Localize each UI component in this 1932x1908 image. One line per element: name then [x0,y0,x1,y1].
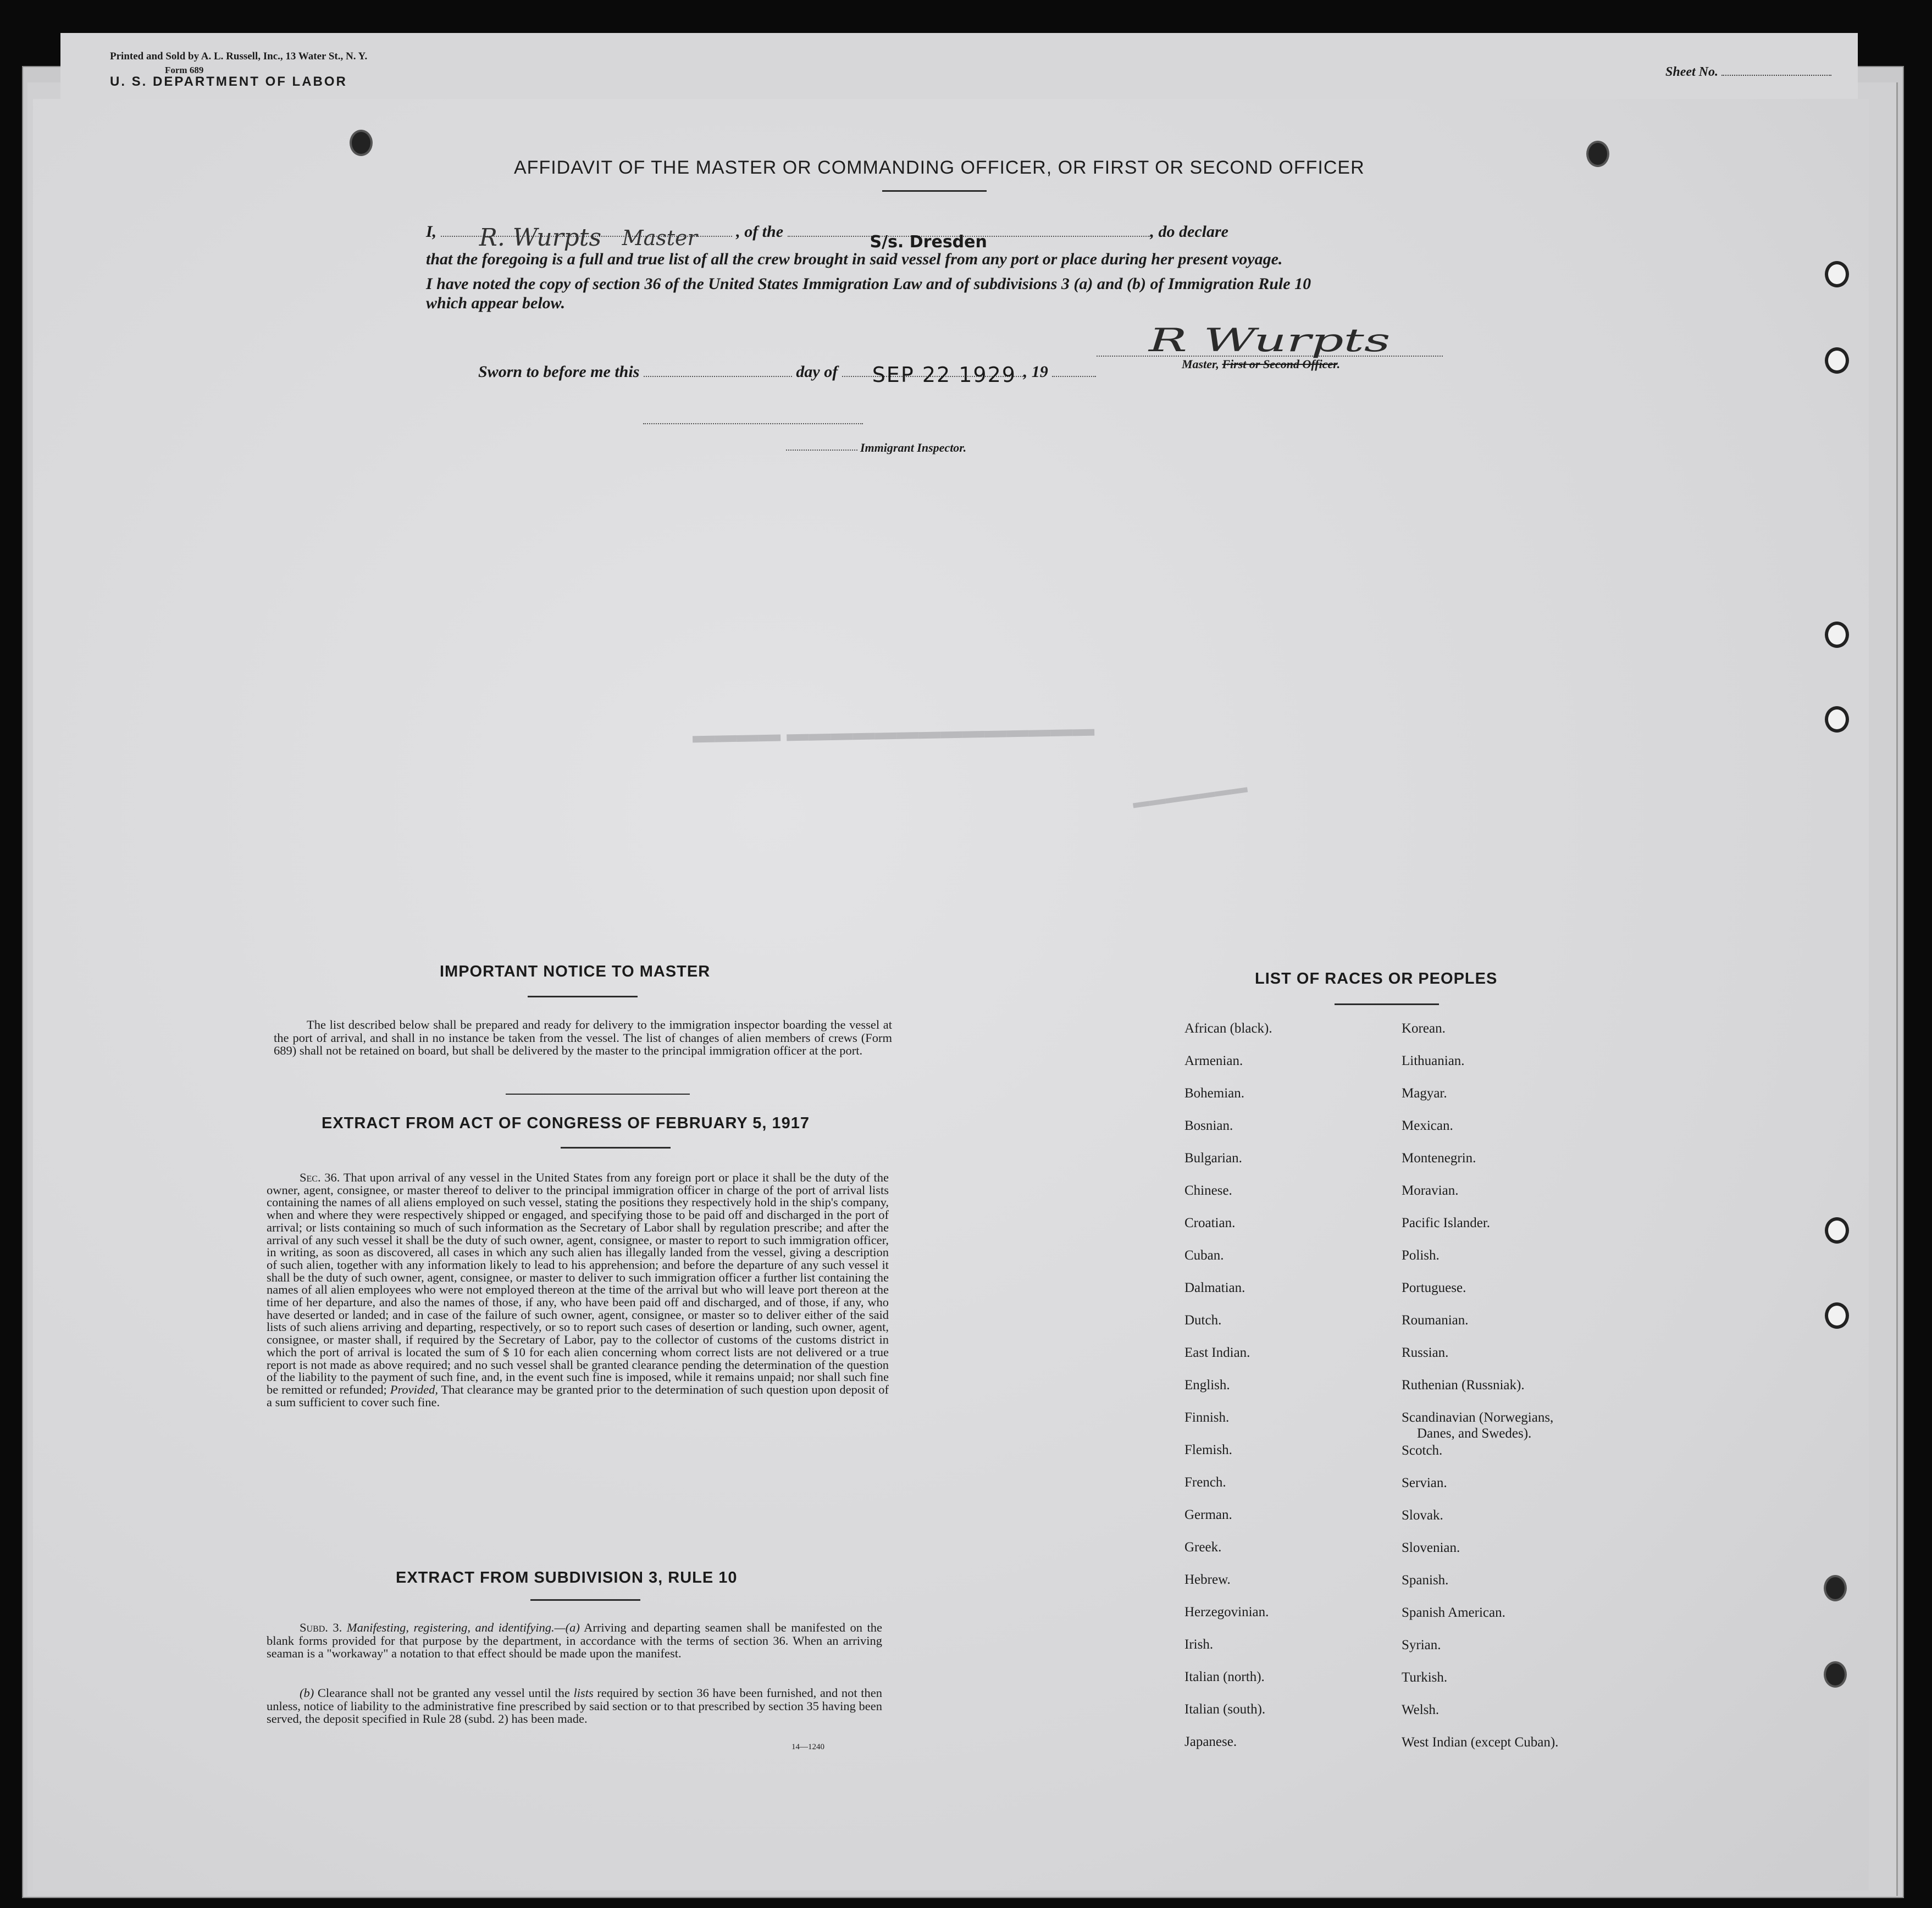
form-code: 14—1240 [791,1743,824,1751]
title-rule [882,190,987,192]
rule-text-a [267,1621,882,1660]
race-item: Roumanian. [1402,1313,1469,1328]
of-the-text: , of the [736,223,784,241]
punch-hole-right-lower-1 [1824,1575,1847,1601]
race-item: East Indian. [1184,1345,1250,1360]
race-item: Bohemian. [1184,1086,1245,1101]
binder-ring-5 [1825,1217,1849,1244]
date-stamp: SEP 22 1929 [872,363,1016,387]
punch-hole-left [350,130,373,156]
declaration-line-1 [426,223,1448,252]
bleed-through-stamp: ▬▬▬▬▬▬▬ [1131,778,1249,812]
race-item: Italian (north). [1184,1670,1265,1684]
master-title: Master [622,226,697,250]
race-item: Slovak. [1402,1508,1443,1523]
notice-divider [506,1094,690,1095]
race-item: Chinese. [1184,1183,1232,1198]
race-item: Bosnian. [1184,1118,1233,1133]
race-item: Cuban. [1184,1248,1224,1263]
race-item: Irish. [1184,1637,1214,1652]
year-prefix: , 19 [1023,363,1048,381]
race-item: Scandinavian (Norwegians, [1402,1410,1554,1425]
sworn-date-field [842,363,1023,387]
race-item: Turkish. [1402,1670,1448,1685]
race-item: Welsh. [1402,1702,1440,1717]
notice-heading: IMPORTANT NOTICE TO MASTER [440,963,711,980]
race-item: Italian (south). [1184,1702,1266,1717]
race-item: Finnish. [1184,1410,1230,1425]
day-of-text: day of [796,363,838,381]
act-provided-label: Provided, [390,1382,438,1396]
subd-title: Manifesting, registering, and identifying.—(a) [346,1621,580,1634]
subd-label: Subd. 3. [300,1621,342,1634]
races-column-2 [1402,1021,1558,1767]
race-item: Hebrew. [1184,1572,1231,1587]
race-item: Slovenian. [1402,1540,1460,1555]
subd-text-b1: Clearance shall not be granted any vessel until the [317,1686,570,1700]
race-item: German. [1184,1507,1232,1522]
race-item: Armenian. [1184,1053,1243,1068]
race-item: Mexican. [1402,1118,1453,1133]
race-item: Japanese. [1184,1734,1237,1749]
race-item: Pacific Islander. [1402,1216,1491,1230]
do-declare-text: , do declare [1150,223,1228,241]
notice-text: The list described below shall be prepared and ready for delivery to the immigration inspector boarding the vessel at the port of arrival, and shall in no instance be taken from the vessel. The list of changes of alien members of crews (Form 689) shall not be retained on board, but shall be delivered by the master to the principal immigration officer at the port. [274,1018,892,1057]
act-section-label: Sec. 36. [300,1171,340,1184]
races-heading: LIST OF RACES OR PEOPLES [1255,970,1498,988]
vessel-field [788,232,1150,252]
sheet-number-blank [1721,75,1831,76]
races-rule [1335,1003,1439,1005]
races-column-1 [1184,1021,1272,1767]
race-item: West Indian (except Cuban). [1402,1735,1559,1750]
race-item: Ruthenian (Russniak). [1402,1378,1525,1393]
race-item: Greek. [1184,1540,1222,1555]
race-item: Croatian. [1184,1216,1236,1230]
act-body: That upon arrival of any vessel in the United States from any foreign port or place it shall be the duty of the owner, agent, consignee, or master thereof to deliver to the principal immigration officer in charge of the port of arrival lists containing the names of all aliens employed on such vessel, stating the positions they respectively hold in the ship's company, when and where they were respectively shipped or engaged, and specifying those to be paid off and discharged in the port of arrival; or lists containing so much of such information as the Secretary of Labor shall by regulation prescribe; and after the arrival of any such vessel it shall be the duty of such owner, agent, consignee, or master to report to such immigration officer, in writing, as soon as discovered, all cases in which any such alien has illegally landed from the vessel, giving a description of such alien, together with any information likely to lead to his apprehension; and before the departure of any such vessel it shall be the duty of such owner, agent, consignee, or master to deliver to such immigration officer a further list containing the names of all alien employees who were not employed thereon at the time of the arrival but who will leave port thereon at the time of her departure, and also the names of those, if any, who have been paid off and discharged, and of those, if any, who have deserted or landed; and in case of the failure of such owner, agent, consignee, or master so to deliver either of the said lists of such aliens arriving and departing, respectively, or so to report such cases of desertion or landing, such owner, agent, consignee, or master shall, if required by the Secretary of Labor, pay to the collector of customs of the customs district in which the port of arrival is located the sum of $ 10 for each alien concerning whom correct lists are not delivered or a true report is not made as above required; and no such vessel shall be granted clearance pending the determination of the question of the liability to the payment of such fine, and, in the event such fine is imposed, while it remains unpaid; nor shall such fine be remitted or refunded; [267,1171,889,1396]
subd-text-b2: required by section 36 have been furnished, and not then unless, notice of liability to the administrative fine prescribed by said section or to that prescribed by section 35 having been served, the deposit specified in Rule 28 (subd. 2) has been made. [267,1686,883,1726]
sworn-day-blank [644,376,792,377]
declaration-line-3: I have noted the copy of section 36 of the United States Immigration Law and of subdivisions 3 (a) and (b) of Immigration Rule 10 [426,275,1311,293]
master-name: R. Wurpts [479,224,602,252]
race-item: Montenegrin. [1402,1151,1476,1166]
declaration-line-2: that the foregoing is a full and true list of all the crew brought in said vessel from any port or place during her present voyage. [426,250,1283,268]
race-item: Spanish. [1402,1573,1449,1588]
subd-b-label: (b) [300,1686,314,1700]
subd-text-a: Arriving and departing seamen shall be manifested on the blank forms provided for that purpose by the department, in accordance with the terms of section 36. When an arriving seaman is a "workaway" a notation to that effect should be made upon the manifest. [267,1621,883,1660]
sheet-number-label: Sheet No. [1665,65,1718,79]
race-item: Spanish American. [1402,1605,1505,1620]
act-rule [561,1147,671,1149]
binder-ring-6 [1825,1302,1849,1329]
race-item: Polish. [1402,1248,1440,1263]
declaration-line-4: which appear below. [426,294,566,312]
race-item: Russian. [1402,1345,1449,1360]
race-item: Bulgarian. [1184,1151,1242,1166]
vessel-name: S/s. Dresden [870,232,987,252]
act-heading: EXTRACT FROM ACT OF CONGRESS OF FEBRUARY 5, 1917 [322,1114,810,1132]
rule-text-b [267,1687,882,1726]
race-item: Danes, and Swedes). [1417,1426,1532,1441]
department-name: U. S. DEPARTMENT OF LABOR [110,74,347,89]
race-item: Moravian. [1402,1183,1459,1198]
race-item: Magyar. [1402,1086,1447,1101]
inspector-signature-line [643,423,863,424]
rule-extract-rule [530,1599,640,1601]
punch-hole-right-lower-2 [1824,1661,1847,1688]
race-item: Syrian. [1402,1638,1441,1652]
affidavit-title: AFFIDAVIT OF THE MASTER OR COMMANDING OFFICER, OR FIRST OR SECOND OFFICER [514,157,1365,178]
binder-ring-1 [1825,261,1849,287]
race-item: Dutch. [1184,1313,1222,1328]
sworn-prefix: Sworn to before me this [478,363,640,381]
binder-ring-3 [1825,622,1849,648]
race-item: Dalmatian. [1184,1280,1245,1295]
printer-imprint: Printed and Sold by A. L. Russell, Inc., 13 Water St., N. Y. [110,51,368,62]
race-item: Flemish. [1184,1443,1232,1457]
bleed-through-marks: ▬▬▬▬ ▬▬▬▬▬▬▬▬▬▬▬▬▬▬ [692,716,1095,748]
form-number: Form 689 [165,65,204,75]
act-body-end: That clearance may be granted prior to the determination of such question upon deposit of a sum sufficient to cover such fine. [267,1382,889,1409]
race-item: Herzegovinian. [1184,1605,1269,1619]
year-blank [1052,376,1096,377]
signature-caption: Master, First or Second Officer. [1182,357,1341,371]
lists-word: lists [573,1686,594,1700]
sheet-number-field [1665,65,1831,80]
inspector-caption-line [786,450,857,451]
sworn-line [478,363,1096,387]
race-item: African (black). [1184,1021,1272,1036]
capacity-master: Master, [1182,357,1219,371]
master-name-field [441,224,732,252]
race-item: Lithuanian. [1402,1053,1465,1068]
top-sheet-strip [60,33,1858,106]
inspector-caption: Immigrant Inspector. [860,441,967,454]
race-item: Korean. [1402,1021,1446,1036]
binder-ring-2 [1825,347,1849,374]
master-signature: R Wurpts [1149,321,1391,359]
binder-ring-4 [1825,706,1849,733]
race-item: Scotch. [1402,1443,1443,1458]
capacity-struck: First or Second Officer [1222,357,1337,371]
act-text [267,1172,889,1408]
punch-hole-right [1586,141,1609,167]
race-item: English. [1184,1378,1230,1393]
race-item: Servian. [1402,1476,1447,1490]
race-item: French. [1184,1475,1226,1490]
declaration-pronoun: I, [426,223,437,241]
rule-heading: EXTRACT FROM SUBDIVISION 3, RULE 10 [396,1569,738,1587]
notice-rule [528,996,638,997]
race-item: Portuguese. [1402,1280,1466,1295]
